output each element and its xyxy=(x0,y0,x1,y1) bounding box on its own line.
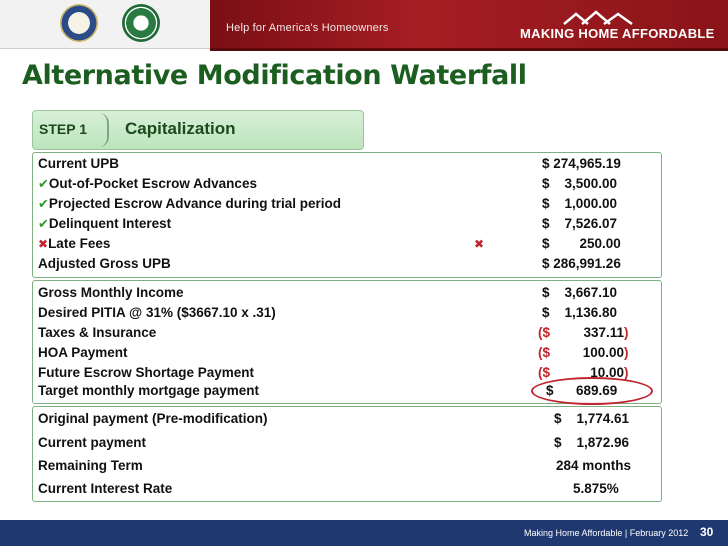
page-title: Alternative Modification Waterfall xyxy=(22,60,527,91)
footer-text: Making Home Affordable | February 2012 xyxy=(524,528,689,538)
table-row xyxy=(33,480,661,500)
row-label-wrap xyxy=(38,196,341,212)
row-label-wrap xyxy=(38,236,110,251)
row-label: Delinquent Interest xyxy=(48,216,172,231)
table-row xyxy=(33,304,661,324)
header-seals xyxy=(0,0,210,49)
row-amount: $ 1,000.00 xyxy=(542,196,618,211)
header-tagline: Help for America's Homeowners xyxy=(226,22,389,34)
step-tab xyxy=(32,110,364,150)
table-row xyxy=(33,344,661,364)
checkmark-icon: ✔ xyxy=(38,196,49,211)
footer-bar xyxy=(0,520,728,546)
table-row xyxy=(33,457,661,477)
row-amount: $ 250.00 xyxy=(542,236,621,251)
row-amount: $ 3,500.00 xyxy=(542,176,618,191)
row-amount: $ 1,872.96 xyxy=(554,435,630,450)
table-row xyxy=(33,195,661,215)
step-number: STEP 1 xyxy=(39,121,87,137)
table-row xyxy=(33,175,661,195)
row-label: Remaining Term xyxy=(38,458,143,473)
row-amount: $ 1,774.61 xyxy=(554,411,630,426)
row-label: Current UPB xyxy=(38,156,120,171)
x-mark-icon: ✖ xyxy=(474,237,485,251)
row-label: Current Interest Rate xyxy=(38,481,173,496)
row-amount: $ 1,136.80 xyxy=(542,305,618,320)
row-label: Target monthly mortgage payment xyxy=(38,383,260,398)
amount-close: ) xyxy=(624,365,629,380)
row-label: HOA Payment xyxy=(38,345,128,360)
loan-details-table xyxy=(32,406,662,502)
checkmark-icon: ✔ xyxy=(38,176,49,191)
amount-open: ($ xyxy=(538,345,551,360)
row-amount: $ 286,991.26 xyxy=(542,256,621,271)
row-label: Original payment (Pre-modification) xyxy=(38,411,268,426)
amount-close: ) xyxy=(624,325,629,340)
hud-seal-icon xyxy=(122,4,160,42)
row-label-wrap xyxy=(38,216,171,232)
row-amount: $ 3,667.10 xyxy=(542,285,618,300)
checkmark-icon: ✔ xyxy=(38,216,49,231)
page-number: 30 xyxy=(700,525,714,539)
row-amount: $ 689.69 xyxy=(546,383,618,398)
amount-value: 100.00 xyxy=(582,345,625,360)
row-label: Out-of-Pocket Escrow Advances xyxy=(48,176,257,191)
table-row xyxy=(33,284,661,304)
row-amount: $ 274,965.19 xyxy=(542,156,621,171)
table-row xyxy=(33,255,661,275)
x-mark-icon: ✖ xyxy=(38,237,49,251)
step-name: Capitalization xyxy=(125,119,236,138)
target-payment-highlight xyxy=(531,377,653,405)
row-amount: 284 months xyxy=(556,458,632,473)
step-divider xyxy=(99,113,109,147)
header-brand-bar xyxy=(210,0,728,51)
table-row xyxy=(33,215,661,235)
amount-open: ($ xyxy=(538,325,551,340)
table-row xyxy=(33,155,661,175)
amount-open: ($ xyxy=(538,365,551,380)
row-label: Desired PITIA @ 31% ($3667.10 x .31) xyxy=(38,305,276,320)
row-label: Gross Monthly Income xyxy=(38,285,184,300)
header-banner xyxy=(0,0,728,52)
table-row xyxy=(33,324,661,344)
row-label-wrap xyxy=(38,176,257,192)
row-label: Projected Escrow Advance during trial period xyxy=(48,196,341,211)
capitalization-table xyxy=(32,152,662,278)
brand-logo-text: MAKING HOME AFFORDABLE xyxy=(520,26,715,41)
row-label: Late Fees xyxy=(48,236,111,251)
table-row xyxy=(33,235,661,255)
row-amount-wrap xyxy=(538,325,629,340)
treasury-seal-icon xyxy=(60,4,98,42)
row-label: Adjusted Gross UPB xyxy=(38,256,171,271)
row-label: Taxes & Insurance xyxy=(38,325,157,340)
row-amount-wrap xyxy=(538,345,629,360)
row-amount: 5.875% xyxy=(573,481,619,496)
amount-close: ) xyxy=(624,345,629,360)
table-row xyxy=(33,434,661,454)
houses-logo-icon xyxy=(562,10,642,26)
table-row xyxy=(33,410,661,430)
row-label: Future Escrow Shortage Payment xyxy=(38,365,255,380)
row-amount: $ 7,526.07 xyxy=(542,216,618,231)
amount-value: 337.11 xyxy=(583,325,625,340)
amount-value: 10.00 xyxy=(590,365,625,380)
row-label: Current payment xyxy=(38,435,147,450)
